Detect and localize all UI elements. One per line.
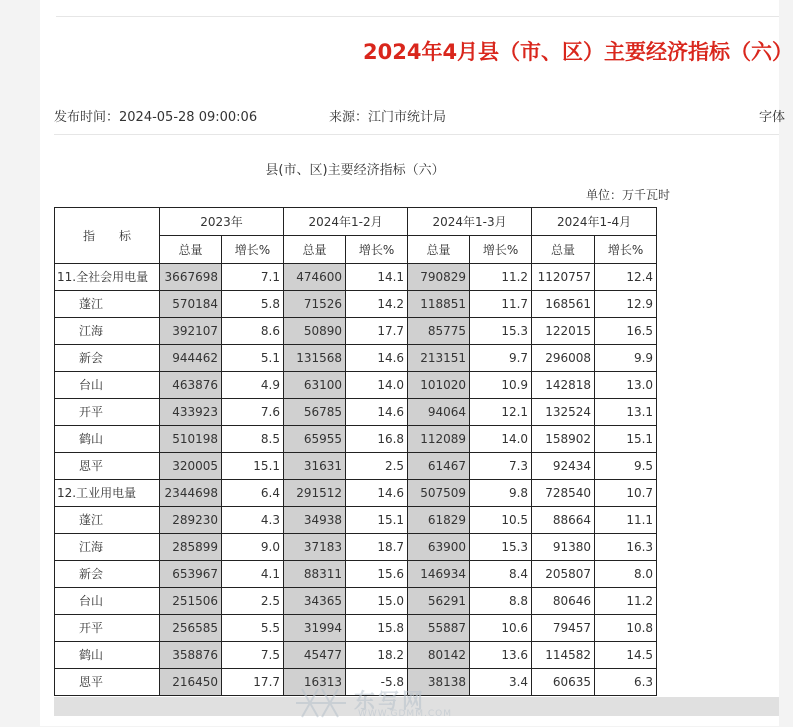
cell-total: 16313 xyxy=(284,669,346,696)
source-name: 江门市统计局 xyxy=(368,110,447,125)
watermark-text: 东写网 xyxy=(354,689,426,713)
period-header-row xyxy=(55,208,657,236)
cell-total: 85775 xyxy=(408,318,470,345)
cell-total: 56291 xyxy=(408,588,470,615)
cell-growth: 8.5 xyxy=(222,426,284,453)
source-info xyxy=(329,106,446,125)
cell-growth: 14.2 xyxy=(346,291,408,318)
cell-total: 122015 xyxy=(532,318,595,345)
period-header: 2023年 xyxy=(160,208,284,236)
cell-total: 88311 xyxy=(284,561,346,588)
table-row xyxy=(55,507,657,534)
table-body xyxy=(55,264,657,696)
period-header: 2024年1-4月 xyxy=(532,208,657,236)
cell-growth: 15.1 xyxy=(222,453,284,480)
cell-total: 31994 xyxy=(284,615,346,642)
cell-total: 56785 xyxy=(284,399,346,426)
cell-total: 50890 xyxy=(284,318,346,345)
cell-growth: 8.8 xyxy=(470,588,532,615)
subheader-total: 总量 xyxy=(284,236,346,264)
row-label: 12.工业用电量 xyxy=(55,480,160,507)
row-label: 台山 xyxy=(55,588,160,615)
cell-total: 944462 xyxy=(160,345,222,372)
cell-growth: 15.8 xyxy=(346,615,408,642)
watermark-url: WWW.GDMM.COM xyxy=(358,709,452,719)
cell-growth: 12.4 xyxy=(595,264,657,291)
subheader-growth: 增长% xyxy=(346,236,408,264)
table-row xyxy=(55,561,657,588)
cell-growth: 9.9 xyxy=(595,345,657,372)
cell-total: 463876 xyxy=(160,372,222,399)
cell-growth: 14.0 xyxy=(346,372,408,399)
row-label: 恩平 xyxy=(55,669,160,696)
cell-growth: 11.7 xyxy=(470,291,532,318)
row-label: 11.全社会用电量 xyxy=(55,264,160,291)
cell-total: 37183 xyxy=(284,534,346,561)
cell-total: 433923 xyxy=(160,399,222,426)
unit-label: 单位：万千瓦时 xyxy=(585,188,670,202)
cell-total: 653967 xyxy=(160,561,222,588)
row-label: 江海 xyxy=(55,318,160,345)
cell-total: 291512 xyxy=(284,480,346,507)
cell-growth: 4.9 xyxy=(222,372,284,399)
cell-growth: 16.3 xyxy=(595,534,657,561)
horizontal-scrollbar[interactable] xyxy=(54,697,779,716)
cell-growth: 14.1 xyxy=(346,264,408,291)
cell-total: 213151 xyxy=(408,345,470,372)
cell-total: 146934 xyxy=(408,561,470,588)
cell-total: 92434 xyxy=(532,453,595,480)
cell-total: 79457 xyxy=(532,615,595,642)
cell-growth: 2.5 xyxy=(346,453,408,480)
cell-growth: 16.8 xyxy=(346,426,408,453)
cell-total: 168561 xyxy=(532,291,595,318)
cell-total: 790829 xyxy=(408,264,470,291)
cell-total: 114582 xyxy=(532,642,595,669)
subheader-growth: 增长% xyxy=(595,236,657,264)
cell-growth: -5.8 xyxy=(346,669,408,696)
cell-total: 728540 xyxy=(532,480,595,507)
cell-total: 296008 xyxy=(532,345,595,372)
cell-growth: 12.9 xyxy=(595,291,657,318)
row-label: 新会 xyxy=(55,561,160,588)
cell-growth: 17.7 xyxy=(346,318,408,345)
cell-total: 31631 xyxy=(284,453,346,480)
table-row xyxy=(55,399,657,426)
cell-total: 94064 xyxy=(408,399,470,426)
cell-total: 61829 xyxy=(408,507,470,534)
cell-total: 358876 xyxy=(160,642,222,669)
cell-total: 63900 xyxy=(408,534,470,561)
cell-total: 285899 xyxy=(160,534,222,561)
cell-growth: 5.1 xyxy=(222,345,284,372)
cell-total: 570184 xyxy=(160,291,222,318)
cell-total: 256585 xyxy=(160,615,222,642)
table-row xyxy=(55,291,657,318)
cell-total: 101020 xyxy=(408,372,470,399)
cell-growth: 15.0 xyxy=(346,588,408,615)
cell-growth: 8.6 xyxy=(222,318,284,345)
cell-total: 112089 xyxy=(408,426,470,453)
cell-growth: 9.5 xyxy=(595,453,657,480)
font-size-control[interactable]: 字体 xyxy=(759,110,786,125)
cell-growth: 14.0 xyxy=(470,426,532,453)
publish-info xyxy=(54,106,257,125)
table-row xyxy=(55,318,657,345)
cell-growth: 10.6 xyxy=(470,615,532,642)
cell-total: 71526 xyxy=(284,291,346,318)
row-label: 新会 xyxy=(55,345,160,372)
row-label: 江海 xyxy=(55,534,160,561)
cell-growth: 15.3 xyxy=(470,318,532,345)
period-header: 2024年1-2月 xyxy=(284,208,408,236)
cell-growth: 18.2 xyxy=(346,642,408,669)
subheader-growth: 增长% xyxy=(222,236,284,264)
publish-label: 发布时间： xyxy=(54,110,120,125)
cell-total: 34365 xyxy=(284,588,346,615)
cell-growth: 3.4 xyxy=(470,669,532,696)
cell-growth: 14.6 xyxy=(346,345,408,372)
cell-total: 131568 xyxy=(284,345,346,372)
row-label: 蓬江 xyxy=(55,291,160,318)
subheader-growth: 增长% xyxy=(470,236,532,264)
meta-divider xyxy=(54,134,779,135)
publish-time: 2024-05-28 09:00:06 xyxy=(119,110,258,125)
cell-growth: 9.0 xyxy=(222,534,284,561)
cell-total: 118851 xyxy=(408,291,470,318)
cell-total: 61467 xyxy=(408,453,470,480)
cell-total: 55887 xyxy=(408,615,470,642)
cell-total: 38138 xyxy=(408,669,470,696)
table-row xyxy=(55,534,657,561)
article-title: 2024年4月县（市、区）主要经济指标（六） xyxy=(363,40,793,64)
cell-growth: 9.7 xyxy=(470,345,532,372)
row-label: 鹤山 xyxy=(55,642,160,669)
cell-total: 60635 xyxy=(532,669,595,696)
cell-growth: 5.5 xyxy=(222,615,284,642)
top-divider xyxy=(56,16,779,17)
cell-total: 63100 xyxy=(284,372,346,399)
cell-total: 474600 xyxy=(284,264,346,291)
cell-growth: 5.8 xyxy=(222,291,284,318)
row-label: 鹤山 xyxy=(55,426,160,453)
cell-growth: 2.5 xyxy=(222,588,284,615)
cell-total: 65955 xyxy=(284,426,346,453)
indicator-table xyxy=(54,207,657,696)
cell-growth: 11.2 xyxy=(595,588,657,615)
cell-growth: 10.9 xyxy=(470,372,532,399)
cell-growth: 10.8 xyxy=(595,615,657,642)
cell-growth: 10.5 xyxy=(470,507,532,534)
cell-total: 132524 xyxy=(532,399,595,426)
subheader-total: 总量 xyxy=(160,236,222,264)
cell-growth: 7.1 xyxy=(222,264,284,291)
cell-total: 80142 xyxy=(408,642,470,669)
row-label: 台山 xyxy=(55,372,160,399)
cell-growth: 7.6 xyxy=(222,399,284,426)
cell-growth: 15.1 xyxy=(595,426,657,453)
table-row xyxy=(55,426,657,453)
cell-total: 91380 xyxy=(532,534,595,561)
cell-growth: 4.3 xyxy=(222,507,284,534)
cell-total: 2344698 xyxy=(160,480,222,507)
cell-total: 80646 xyxy=(532,588,595,615)
cell-growth: 14.6 xyxy=(346,399,408,426)
table-row xyxy=(55,588,657,615)
cell-growth: 6.4 xyxy=(222,480,284,507)
row-label: 蓬江 xyxy=(55,507,160,534)
cell-growth: 18.7 xyxy=(346,534,408,561)
cell-total: 289230 xyxy=(160,507,222,534)
table-row xyxy=(55,264,657,291)
cell-growth: 9.8 xyxy=(470,480,532,507)
table-row xyxy=(55,615,657,642)
table-title: 县(市、区)主要经济指标（六） xyxy=(265,163,445,178)
row-label: 开平 xyxy=(55,399,160,426)
cell-growth: 6.3 xyxy=(595,669,657,696)
cell-total: 507509 xyxy=(408,480,470,507)
table-row xyxy=(55,480,657,507)
cell-growth: 8.0 xyxy=(595,561,657,588)
cell-growth: 16.5 xyxy=(595,318,657,345)
cell-growth: 17.7 xyxy=(222,669,284,696)
cell-growth: 15.1 xyxy=(346,507,408,534)
cell-growth: 10.7 xyxy=(595,480,657,507)
cell-total: 510198 xyxy=(160,426,222,453)
table-row xyxy=(55,372,657,399)
cell-total: 34938 xyxy=(284,507,346,534)
cell-growth: 13.1 xyxy=(595,399,657,426)
cell-growth: 13.6 xyxy=(470,642,532,669)
cell-growth: 7.5 xyxy=(222,642,284,669)
period-header: 2024年1-3月 xyxy=(408,208,532,236)
source-label: 来源： xyxy=(329,110,369,125)
row-label: 恩平 xyxy=(55,453,160,480)
cell-growth: 15.3 xyxy=(470,534,532,561)
cell-total: 251506 xyxy=(160,588,222,615)
cell-growth: 14.6 xyxy=(346,480,408,507)
cell-total: 392107 xyxy=(160,318,222,345)
table-row xyxy=(55,345,657,372)
cell-growth: 12.1 xyxy=(470,399,532,426)
cell-growth: 8.4 xyxy=(470,561,532,588)
cell-total: 158902 xyxy=(532,426,595,453)
indicator-header: 指 标 xyxy=(55,208,160,264)
cell-total: 142818 xyxy=(532,372,595,399)
subheader-total: 总量 xyxy=(408,236,470,264)
subheader-total: 总量 xyxy=(532,236,595,264)
cell-growth: 15.6 xyxy=(346,561,408,588)
table-row xyxy=(55,669,657,696)
cell-total: 88664 xyxy=(532,507,595,534)
cell-total: 1120757 xyxy=(532,264,595,291)
cell-total: 205807 xyxy=(532,561,595,588)
cell-total: 320005 xyxy=(160,453,222,480)
cell-total: 3667698 xyxy=(160,264,222,291)
cell-growth: 14.5 xyxy=(595,642,657,669)
row-label: 开平 xyxy=(55,615,160,642)
table-row xyxy=(55,453,657,480)
cell-growth: 7.3 xyxy=(470,453,532,480)
table-row xyxy=(55,642,657,669)
cell-growth: 13.0 xyxy=(595,372,657,399)
cell-growth: 11.1 xyxy=(595,507,657,534)
cell-growth: 4.1 xyxy=(222,561,284,588)
cell-total: 216450 xyxy=(160,669,222,696)
cell-growth: 11.2 xyxy=(470,264,532,291)
cell-total: 45477 xyxy=(284,642,346,669)
